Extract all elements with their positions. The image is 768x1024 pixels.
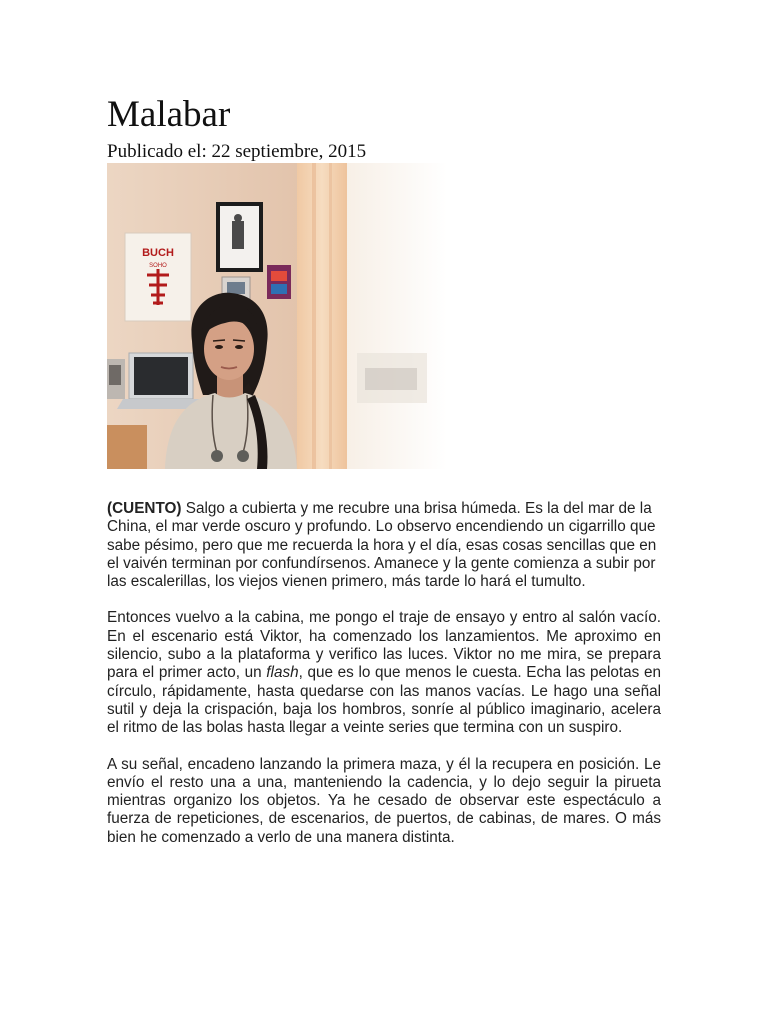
poster-line2: SOHO	[149, 263, 167, 269]
poster	[125, 233, 191, 321]
paragraph-2-text-b: , que es lo que menos le cuesta. Echa las pelotas en círculo, rápidamente, hasta quedarse con las manos vacías. Le hago una señal sutil y deja la crispación, baja los hombros, sonríe al público imaginario, acelera el ritmo de las bolas hasta llegar a veinte series que termina con un suspiro.	[107, 664, 661, 737]
article-title: Malabar	[107, 94, 231, 135]
publish-date: Publicado el: 22 septiembre, 2015	[107, 141, 367, 162]
genre-label: (CUENTO)	[107, 500, 182, 517]
paragraph-1	[107, 500, 661, 591]
paragraph-1-text: Salgo a cubierta y me recubre una brisa húmeda. Es la del mar de la China, el mar verde oscuro y profundo. Lo observo encendiendo un cigarrillo que sabe pésimo, pero que me recuerda la hora y el día, esas cosas sencillas que en el vaivén terminan por confundírsenos. Amanece y la gente comienza a subir por las escalerillas, los viejos vienen primero, más tarde lo hará el tumulto.	[107, 500, 657, 591]
laptop	[117, 353, 205, 409]
paragraph-2	[107, 609, 661, 737]
paragraph-3-text: A su señal, encadeno lanzando la primera maza, y él la recupera en posición. Le envío el resto una a una, manteniendo la cadencia, y lo dejo seguir la pirueta mientras organizo los objetos. Ya he cesado de observar este espectáculo a fuerza de repeticiones, de escenarios, de puertos, de cabinas, de mares. O más bien he comenzado a verlo de una manera distinta.	[107, 755, 661, 846]
paragraph-2-text-a: Entonces vuelvo a la cabina, me pongo el traje de ensayo y entro al salón vacío. En el escenario está Viktor, ha comenzado los lanzamientos. Me aproximo en silencio, subo a la plataforma y verifico las luces. Viktor no me mira, se prepara para el primer acto, un	[107, 609, 661, 682]
framed-picture	[216, 202, 263, 272]
author-photo-illustration	[107, 163, 447, 469]
paragraph-2-emphasis: flash	[266, 664, 299, 682]
poster-line1: BUCH	[142, 247, 174, 259]
article-body	[107, 500, 661, 865]
author-photo	[107, 163, 447, 469]
paragraph-3	[107, 756, 661, 847]
